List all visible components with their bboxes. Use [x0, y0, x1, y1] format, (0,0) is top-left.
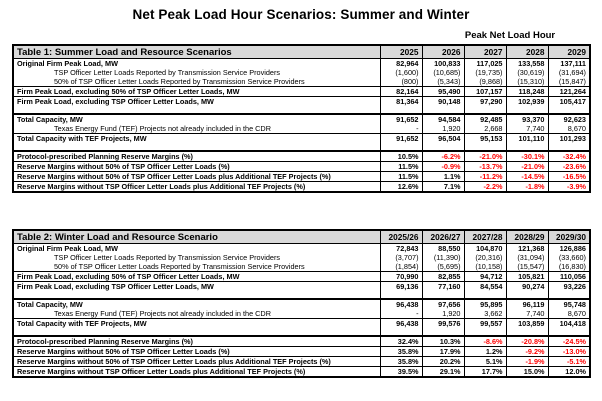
cell-value: -1.8%	[506, 182, 548, 193]
cell-value: -5.1%	[548, 357, 590, 367]
cell-value: 17.9%	[422, 347, 464, 357]
table-row	[13, 309, 590, 319]
cell-value: (15,547)	[506, 262, 548, 272]
cell-value: -21.0%	[506, 162, 548, 172]
cell-value: 88,550	[422, 244, 464, 254]
table-header-row	[13, 45, 590, 59]
cell-value: 103,859	[506, 319, 548, 329]
cell-value: 17.7%	[464, 367, 506, 378]
cell-value: (11,390)	[422, 253, 464, 262]
cell-value: 118,248	[506, 87, 548, 97]
cell-value: 105,821	[506, 272, 548, 282]
table-row	[13, 262, 590, 272]
cell-value: -24.5%	[548, 336, 590, 347]
cell-value: 105,417	[548, 97, 590, 107]
cell-value: 84,554	[464, 282, 506, 292]
column-group-header: Peak Net Load Hour	[464, 30, 556, 41]
column-header: 2025	[380, 45, 422, 59]
cell-value: 11.5%	[380, 172, 422, 182]
row-label: Texas Energy Fund (TEF) Projects not already included in the CDR	[54, 309, 271, 318]
cell-value: 8,670	[548, 124, 590, 134]
table-row	[13, 253, 590, 262]
cell-value: -6.2%	[422, 151, 464, 162]
cell-value: 90,274	[506, 282, 548, 292]
cell-value: 92,623	[548, 114, 590, 124]
cell-value: 12.6%	[380, 182, 422, 193]
table-row	[13, 367, 590, 378]
spacer-row	[13, 106, 590, 114]
table-row	[13, 282, 590, 292]
cell-value: (1,600)	[380, 68, 422, 77]
cell-value: -14.5%	[506, 172, 548, 182]
row-label: Reserve Margins without 50% of TSP Officer Letter Loads (%)	[13, 347, 380, 357]
column-header: 2025/26	[380, 230, 422, 244]
row-label: Protocol-prescribed Planning Reserve Margins (%)	[13, 151, 380, 162]
cell-value: (31,094)	[506, 253, 548, 262]
table-row	[13, 124, 590, 134]
cell-value: (33,660)	[548, 253, 590, 262]
cell-value: 70,990	[380, 272, 422, 282]
row-label: TSP Officer Letter Loads Reported by Transmission Service Providers	[54, 68, 281, 77]
row-label: Reserve Margins without TSP Officer Letter Loads plus Additional TEF Projects (%)	[13, 182, 380, 193]
cell-value: 102,939	[506, 97, 548, 107]
cell-value: 93,370	[506, 114, 548, 124]
table-row	[13, 172, 590, 182]
cell-value: -11.2%	[464, 172, 506, 182]
cell-value: -13.0%	[548, 347, 590, 357]
cell-value: (30,619)	[506, 68, 548, 77]
cell-value: 133,558	[506, 59, 548, 69]
row-label: Total Capacity, MW	[13, 114, 380, 124]
cell-value: 72,843	[380, 244, 422, 254]
cell-value: (5,695)	[422, 262, 464, 272]
row-label: TSP Officer Letter Loads Reported by Transmission Service Providers	[54, 253, 281, 262]
row-label: 50% of TSP Officer Letter Loads Reported by Transmission Service Providers	[54, 77, 305, 86]
cell-value: 5.1%	[464, 357, 506, 367]
cell-value: 93,226	[548, 282, 590, 292]
column-header: 2026/27	[422, 230, 464, 244]
table-row	[13, 182, 590, 193]
cell-value: 107,157	[464, 87, 506, 97]
column-header: 2028	[506, 45, 548, 59]
cell-value: 32.4%	[380, 336, 422, 347]
cell-value: 96,438	[380, 299, 422, 309]
cell-value: (15,310)	[506, 77, 548, 87]
cell-value: (10,685)	[422, 68, 464, 77]
cell-value: 35.8%	[380, 357, 422, 367]
cell-value: -	[380, 124, 422, 134]
cell-value: 8,670	[548, 309, 590, 319]
cell-value: 82,855	[422, 272, 464, 282]
cell-value: -1.9%	[506, 357, 548, 367]
cell-value: 95,490	[422, 87, 464, 97]
spacer-row	[13, 328, 590, 336]
cell-value: 81,364	[380, 97, 422, 107]
cell-value: (3,707)	[380, 253, 422, 262]
cell-value: (1,854)	[380, 262, 422, 272]
cell-value: 1,920	[422, 309, 464, 319]
cell-value: 10.3%	[422, 336, 464, 347]
cell-value: 82,164	[380, 87, 422, 97]
cell-value: 12.0%	[548, 367, 590, 378]
cell-value: 96,438	[380, 319, 422, 329]
cell-value: -8.6%	[464, 336, 506, 347]
cell-value: 1.2%	[464, 347, 506, 357]
cell-value: 100,833	[422, 59, 464, 69]
cell-value: -2.2%	[464, 182, 506, 193]
table-row	[13, 299, 590, 309]
row-label: Total Capacity with TEF Projects, MW	[13, 134, 380, 144]
table-title: Table 1: Summer Load and Resource Scenarios	[13, 45, 380, 59]
row-label: Firm Peak Load, excluding 50% of TSP Officer Letter Loads, MW	[13, 272, 380, 282]
row-label: Original Firm Peak Load, MW	[17, 244, 118, 253]
cell-value: -30.1%	[506, 151, 548, 162]
cell-value: 97,290	[464, 97, 506, 107]
row-label: Total Capacity, MW	[13, 299, 380, 309]
cell-value: (15,847)	[548, 77, 590, 87]
cell-value: (31,694)	[548, 68, 590, 77]
table-row	[13, 162, 590, 172]
table-row	[13, 151, 590, 162]
cell-value: (5,343)	[422, 77, 464, 87]
cell-value: 104,870	[464, 244, 506, 254]
cell-value: 39.5%	[380, 367, 422, 378]
column-header: 2026	[422, 45, 464, 59]
table-row	[13, 272, 590, 282]
cell-value: 96,119	[506, 299, 548, 309]
column-header: 2027/28	[464, 230, 506, 244]
page-title: Net Peak Load Hour Scenarios: Summer and Winter	[132, 7, 470, 22]
row-label: Firm Peak Load, excluding TSP Officer Letter Loads, MW	[13, 97, 380, 107]
cell-value: 99,576	[422, 319, 464, 329]
table-row	[13, 114, 590, 124]
cell-value: (10,158)	[464, 262, 506, 272]
cell-value: 7,740	[506, 124, 548, 134]
row-label: Reserve Margins without 50% of TSP Officer Letter Loads plus Additional TEF Projects (%)	[13, 172, 380, 182]
cell-value: 35.8%	[380, 347, 422, 357]
cell-value: (800)	[380, 77, 422, 87]
cell-value: 2,668	[464, 124, 506, 134]
table-row	[13, 357, 590, 367]
cell-value: -23.6%	[548, 162, 590, 172]
cell-value: -13.7%	[464, 162, 506, 172]
cell-value: (9,868)	[464, 77, 506, 87]
cell-value: 7,740	[506, 309, 548, 319]
cell-value: -9.2%	[506, 347, 548, 357]
cell-value: 1,920	[422, 124, 464, 134]
column-header: 2027	[464, 45, 506, 59]
column-header: 2029/30	[548, 230, 590, 244]
row-label: Firm Peak Load, excluding 50% of TSP Officer Letter Loads, MW	[13, 87, 380, 97]
row-label: Reserve Margins without 50% of TSP Officer Letter Loads (%)	[13, 162, 380, 172]
cell-value: (19,735)	[464, 68, 506, 77]
row-label: Protocol-prescribed Planning Reserve Margins (%)	[13, 336, 380, 347]
table-row	[13, 68, 590, 77]
cell-value: -3.9%	[548, 182, 590, 193]
cell-value: 29.1%	[422, 367, 464, 378]
cell-value: 82,964	[380, 59, 422, 69]
cell-value: 11.5%	[380, 162, 422, 172]
cell-value: -20.8%	[506, 336, 548, 347]
table-row	[13, 87, 590, 97]
cell-value: 10.5%	[380, 151, 422, 162]
cell-value: (20,316)	[464, 253, 506, 262]
cell-value: 7.1%	[422, 182, 464, 193]
cell-value: 110,056	[548, 272, 590, 282]
table-title: Table 2: Winter Load and Resource Scenario	[13, 230, 380, 244]
table-row	[13, 347, 590, 357]
row-label: Reserve Margins without 50% of TSP Officer Letter Loads plus Additional TEF Projects (%)	[13, 357, 380, 367]
table-row	[13, 336, 590, 347]
table-row	[13, 77, 590, 87]
row-label: 50% of TSP Officer Letter Loads Reported by Transmission Service Providers	[54, 262, 305, 271]
cell-value: 94,584	[422, 114, 464, 124]
cell-value: 101,110	[506, 134, 548, 144]
cell-value: -21.0%	[464, 151, 506, 162]
cell-value: 69,136	[380, 282, 422, 292]
cell-value: -32.4%	[548, 151, 590, 162]
row-label: Original Firm Peak Load, MW	[17, 59, 118, 68]
cell-value: -0.9%	[422, 162, 464, 172]
spacer-row	[13, 143, 590, 151]
cell-value: 95,748	[548, 299, 590, 309]
cell-value: 91,652	[380, 134, 422, 144]
cell-value: 3,662	[464, 309, 506, 319]
column-header: 2028/29	[506, 230, 548, 244]
cell-value: 126,886	[548, 244, 590, 254]
row-label: Reserve Margins without TSP Officer Letter Loads plus Additional TEF Projects (%)	[13, 367, 380, 378]
cell-value: 97,656	[422, 299, 464, 309]
cell-value: 121,264	[548, 87, 590, 97]
cell-value: 95,153	[464, 134, 506, 144]
row-label: Texas Energy Fund (TEF) Projects not already included in the CDR	[54, 124, 271, 133]
cell-value: 117,025	[464, 59, 506, 69]
row-label: Total Capacity with TEF Projects, MW	[13, 319, 380, 329]
cell-value: 91,652	[380, 114, 422, 124]
table-header-row	[13, 230, 590, 244]
table-row	[13, 319, 590, 329]
summer-load-resource-table	[12, 44, 591, 193]
winter-load-resource-table	[12, 229, 591, 378]
cell-value: 101,293	[548, 134, 590, 144]
cell-value: 96,504	[422, 134, 464, 144]
cell-value: 95,895	[464, 299, 506, 309]
cell-value: 15.0%	[506, 367, 548, 378]
table-row	[13, 134, 590, 144]
cell-value: -	[380, 309, 422, 319]
row-label: Firm Peak Load, excluding TSP Officer Letter Loads, MW	[13, 282, 380, 292]
cell-value: 104,418	[548, 319, 590, 329]
table-row	[13, 59, 590, 69]
column-header: 2029	[548, 45, 590, 59]
spacer-row	[13, 291, 590, 299]
cell-value: 99,557	[464, 319, 506, 329]
cell-value: 92,485	[464, 114, 506, 124]
table-row	[13, 244, 590, 254]
cell-value: -16.5%	[548, 172, 590, 182]
cell-value: 121,368	[506, 244, 548, 254]
cell-value: 77,160	[422, 282, 464, 292]
cell-value: (16,830)	[548, 262, 590, 272]
cell-value: 94,712	[464, 272, 506, 282]
cell-value: 1.1%	[422, 172, 464, 182]
cell-value: 137,111	[548, 59, 590, 69]
cell-value: 90,148	[422, 97, 464, 107]
table-row	[13, 97, 590, 107]
cell-value: 20.2%	[422, 357, 464, 367]
